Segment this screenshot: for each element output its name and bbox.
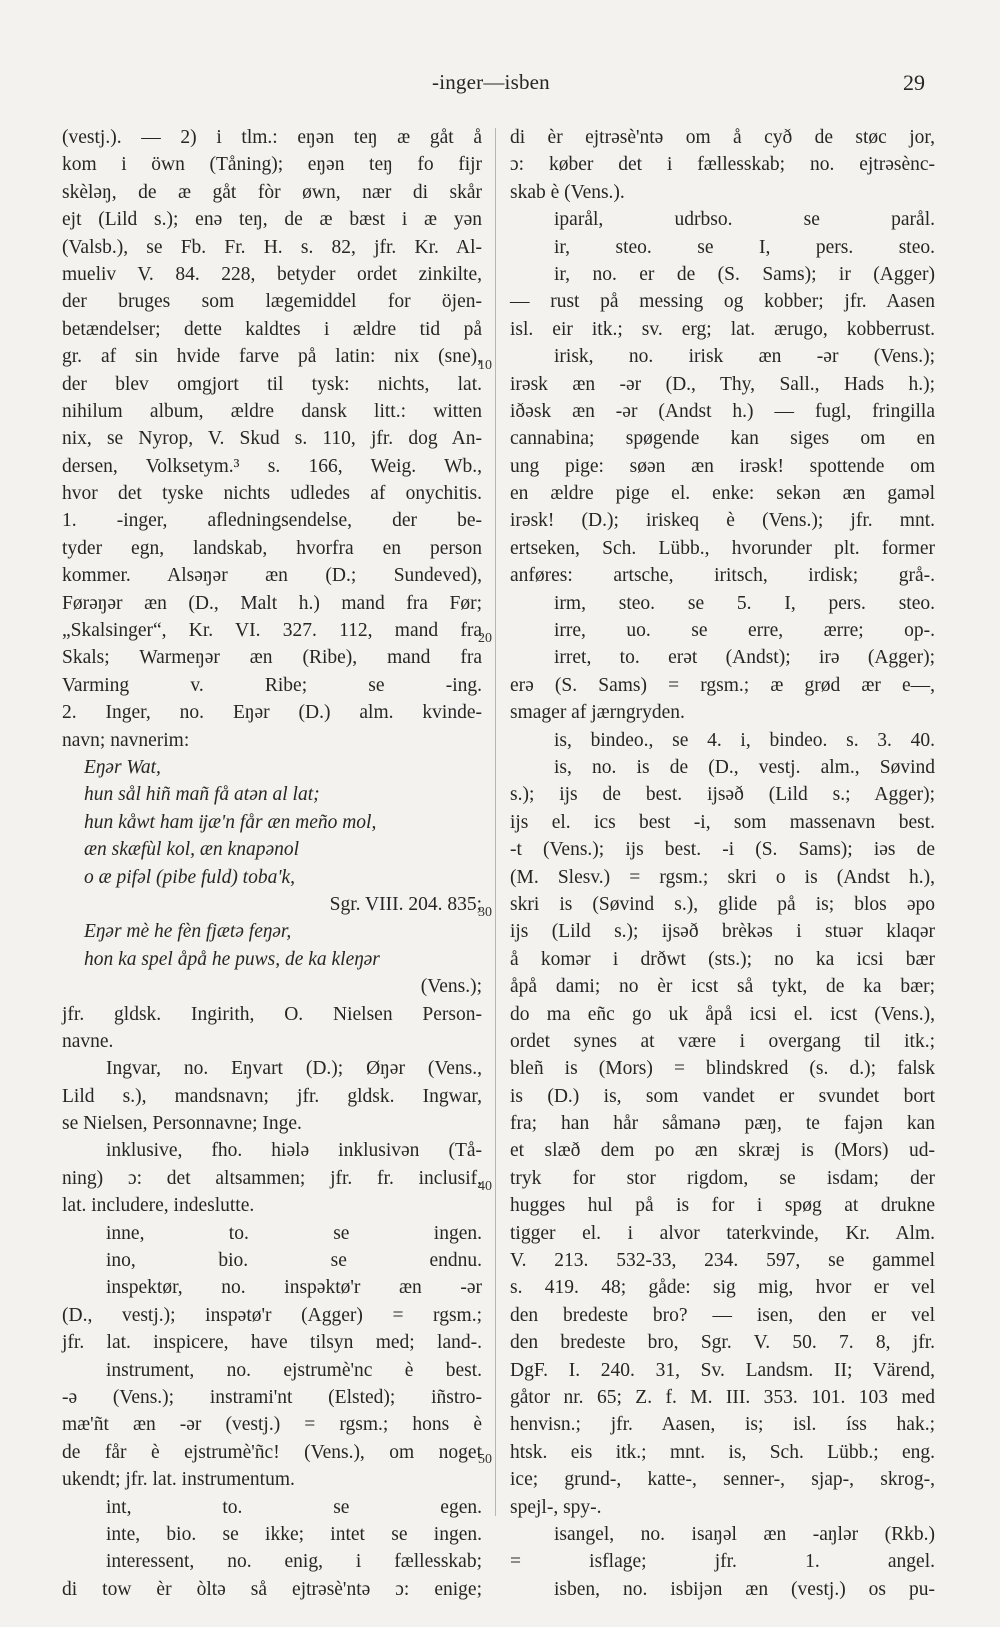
- left-column-line: -ə (Vens.); instrami'nt (Elsted); iñstro-: [62, 1386, 482, 1408]
- right-column-line: spejl-, spy-.: [510, 1496, 602, 1518]
- left-column-line: inte, bio. se ikke; intet se ingen.: [106, 1523, 482, 1545]
- left-column-line: (vestj.). — 2) i tlm.: eŋən teŋ æ gåt å: [62, 127, 482, 148]
- right-column-line: den bredeste bro? — isen, den er vel: [510, 1304, 935, 1326]
- line-number-40: 40: [478, 1179, 492, 1194]
- right-column-line: erə (S. Sams) = rgsm.; æ grød ær e—,: [510, 674, 935, 696]
- right-column-line: iðəsk æn -ər (Andst h.) — fugl, fringilla: [510, 400, 935, 422]
- left-column-line: ejt (Lild s.); enə teŋ, de æ bæst i æ yən: [62, 209, 482, 231]
- left-column-line: hvor det tyske nichts udledes af onychitis.: [62, 483, 482, 505]
- right-column-line: ɔ: køber det i fællesskab; no. ejtrəsènc-: [510, 154, 935, 176]
- right-column-line: skab è (Vens.).: [510, 181, 625, 203]
- right-column-line: bleñ is (Mors) = blindskred (s. d.); falsk: [510, 1058, 935, 1080]
- right-column-line: tigger el. i alvor taterkvinde, Kr. Alm.: [510, 1222, 935, 1244]
- left-column-line: (D., vestj.); inspətø'r (Agger) = rgsm.;: [62, 1304, 482, 1326]
- line-number-30: 30: [478, 905, 492, 920]
- right-column-line: is, bindeo., se 4. i, bindeo. s. 3. 40.: [554, 729, 935, 751]
- line-number-10: 10: [478, 358, 492, 373]
- right-column-line: skri is (Søvind s.), glide på is; blos əpo: [510, 893, 935, 915]
- right-column-line: isangel, no. isaŋəl æn -aŋlər (Rkb.): [554, 1523, 935, 1545]
- left-column-line: dersen, Volksetym.³ s. 166, Weig. Wb.,: [62, 455, 482, 477]
- right-column-line: åpå dami; no èr icst så tykt, de ka bær;: [510, 976, 935, 998]
- right-column-line: irisk, no. irisk æn -ər (Vens.);: [554, 346, 935, 368]
- left-column-line: Eŋər Wat,: [84, 756, 161, 778]
- line-number-50: 50: [478, 1452, 492, 1467]
- right-column-line: henvisn.; jfr. Aasen, is; isl. íss hak.;: [510, 1414, 935, 1436]
- left-column-line: mæ'ñt æn -ər (vestj.) = rgsm.; hons è: [62, 1414, 482, 1436]
- right-column-line: -t (Vens.); ĳs best. -i (S. Sams); iəs de: [510, 839, 935, 861]
- left-column-line: 2. Inger, no. Eŋər (D.) alm. kvinde-: [62, 702, 482, 724]
- right-column-line: iparål, udrbso. se parål.: [554, 209, 935, 231]
- right-column-line: tryk for stor rigdom, se isdam; der: [510, 1167, 935, 1189]
- right-column-line: s.); ĳs de best. ĳsəð (Lild s.; Agger);: [510, 784, 935, 806]
- right-column-line: s. 419. 48; gåde: sig mig, hvor er vel: [510, 1277, 935, 1299]
- right-column-line: isben, no. isbiјən æn (vestj.) os pu-: [554, 1578, 935, 1600]
- right-column-line: V. 213. 532-33, 234. 597, se gammel: [510, 1250, 935, 1272]
- left-column-line: kom i öwn (Tåning); eŋən teŋ fo fĳr: [62, 154, 482, 176]
- right-column-line: ice; grund-, katte-, senner-, sjap-, skrog-,: [510, 1469, 935, 1491]
- right-column-line: irəsk! (D.); iriskeq è (Vens.); jfr. mnt.: [510, 510, 935, 532]
- left-column-line: Varming v. Ribe; se -ing.: [62, 674, 482, 696]
- column-divider: [495, 128, 496, 1516]
- right-column-line: ordet synes at være i overgang til itk.;: [510, 1030, 935, 1052]
- right-column-line: DgF. I. 240. 31, Sv. Landsm. II; Värend,: [510, 1359, 935, 1381]
- left-column: [62, 124, 482, 1603]
- right-column-line: ĳs (Lild s.); ĳsəð brèkəs i stuər klaqər: [510, 921, 935, 943]
- line-number-20: 20: [478, 631, 492, 646]
- right-column-line: htsk. eis itk.; mnt. is, Sch. Lübb.; eng.: [510, 1441, 935, 1463]
- right-column-line: = isflage; jfr. 1. angel.: [510, 1551, 935, 1573]
- left-column-line: o æ pifəl (pibe fuld) toba'k,: [84, 866, 296, 888]
- left-column-line: lat. includere, indeslutte.: [62, 1195, 255, 1217]
- right-column-line: is (D.) is, som vandet er svundet bort: [510, 1085, 935, 1107]
- left-column-line: ino, bio. se endnu.: [106, 1250, 482, 1272]
- right-column-line: ĳs el. ics best -i, som massenavn best.: [510, 811, 935, 833]
- left-column-line: ukendt; jfr. lat. instrumentum.: [62, 1469, 295, 1491]
- left-column-line: navne.: [62, 1030, 114, 1052]
- right-column-line: anføres: artsche, iritsch, irdisk; grå-.: [510, 565, 935, 587]
- running-header: [0, 70, 1000, 104]
- left-column-line: (Valsb.), se Fb. Fr. H. s. 82, jfr. Kr. Al-: [62, 236, 482, 258]
- right-column-line: is, no. is de (D., vestj. alm., Søvind: [554, 756, 935, 778]
- left-column-line: ning) ɔ: det altsammen; jfr. fr. inclusif,: [62, 1167, 482, 1189]
- left-column-line: int, to. se egen.: [106, 1496, 482, 1518]
- right-column-line: irret, to. erət (Andst); irə (Agger);: [554, 647, 935, 669]
- running-head: -inger—isben: [432, 70, 550, 94]
- left-column-line: hun sål hiñ mañ få atən al lat;: [84, 784, 320, 806]
- left-column-line: hun kåwt ham ĳæ'n får æn meño mol,: [84, 811, 377, 833]
- left-column-line: nihilum album, ældre dansk litt.: witten: [62, 400, 482, 422]
- left-column-line: skèləŋ, de æ gåt fòr øwn, nær di skår: [62, 181, 482, 203]
- left-column-line: interessent, no. enig, i fællesskab;: [106, 1551, 482, 1573]
- right-column-line: fra; han hår såmanə pæŋ, te fajən kan: [510, 1113, 935, 1135]
- right-column-line: irre, uo. se erre, ærre; op-.: [554, 620, 935, 642]
- right-column-line: ertseken, Sch. Lübb., hvorunder plt. former: [510, 537, 935, 559]
- left-column-line: tyder egn, landskab, hvorfra en person: [62, 537, 482, 559]
- left-column-line: jfr. lat. inspicere, have tilsyn med; land-.: [62, 1332, 482, 1354]
- left-column-line: inne, to. se ingen.: [106, 1222, 482, 1244]
- right-column-line: cannabina; spøgende kan siges om en: [510, 428, 935, 450]
- left-column-line: 1. -inger, afledningsendelse, der be-: [62, 510, 482, 532]
- right-column-line: hugges hul på is for i spøg at drukne: [510, 1195, 935, 1217]
- right-column-line: den bredeste bro, Sgr. V. 50. 7. 8, jfr.: [510, 1332, 935, 1354]
- left-column-line: navn; navnerim:: [62, 729, 190, 751]
- left-column-line: jfr. gldsk. Ingirith, O. Nielsen Person-: [62, 1003, 482, 1025]
- left-column-line: Sgr. VIII. 204. 835;: [329, 893, 482, 915]
- left-column-line: inspektør, no. inspəktø'r æn -ər: [106, 1277, 482, 1299]
- right-column-line: en ældre pige el. enke: sekən æn gaməl: [510, 483, 935, 505]
- right-column-line: gåtor nr. 65; Z. f. M. III. 353. 101. 103 med: [510, 1386, 935, 1408]
- right-column-line: smager af jærngryden.: [510, 702, 685, 724]
- right-column-line: isl. eir itk.; sv. erg; lat. ærugo, kobberrust.: [510, 318, 935, 340]
- left-column-line: betændelser; dette kaldtes i ældre tid på: [62, 318, 482, 340]
- right-column-line: do ma eñc go uk åpå icsi el. icst (Vens.),: [510, 1003, 935, 1025]
- left-column-line: instrument, no. ejstrumè'nc è best.: [106, 1359, 482, 1381]
- left-column-line: der bruges som lægemiddel for öjen-: [62, 291, 482, 313]
- left-column-line: se Nielsen, Personnavne; Inge.: [62, 1113, 302, 1135]
- left-column-line: (Vens.);: [420, 976, 482, 998]
- right-column-line: di èr ejtrəsè'ntə om å cyð de støc jor,: [510, 127, 935, 148]
- left-column-line: Eŋər mè he fèn fjætə feŋər,: [84, 921, 292, 943]
- left-column-line: der blev omgjort til tysk: nichts, lat.: [62, 373, 482, 395]
- right-column-line: ir, steo. se I, pers. steo.: [554, 236, 935, 258]
- left-column-line: nix, se Nyrop, V. Skud s. 110, jfr. dog An-: [62, 428, 482, 450]
- right-column-line: irm, steo. se 5. I, pers. steo.: [554, 592, 935, 614]
- left-column-line: kommer. Alsəŋər æn (D.; Sundeved),: [62, 565, 482, 587]
- left-column-line: de får è ejstrumè'ñc! (Vens.), om noget: [62, 1441, 482, 1463]
- left-column-line: Førəŋər æn (D., Malt h.) mand fra Før;: [62, 592, 482, 614]
- left-column-line: inklusive, fho. hiələ inklusivən (Tå-: [106, 1140, 482, 1162]
- left-column-line: Ingvar, no. Eŋvart (D.); Øŋər (Vens.,: [106, 1058, 482, 1080]
- right-column-line: — rust på messing og kobber; jfr. Aasen: [510, 291, 935, 313]
- right-column-line: (M. Slesv.) = rgsm.; skri o is (Andst h.),: [510, 866, 935, 888]
- right-column-line: ung pige: søən æn irəsk! spottende om: [510, 455, 935, 477]
- left-column-line: hon ka spel åpå he puws, de ka kleŋər: [84, 948, 380, 970]
- left-column-line: gr. af sin hvide farve på latin: nix (sne),: [62, 346, 482, 368]
- left-column-line: „Skalsinger“, Kr. VI. 327. 112, mand fra: [62, 620, 482, 642]
- page-number: 29: [903, 70, 925, 95]
- left-column-line: mueliv V. 84. 228, betyder ordet zinkilte,: [62, 263, 482, 285]
- right-column-line: et slæð dem po æn skræj is (Mors) ud-: [510, 1140, 935, 1162]
- right-column-line: å komər i drðwt (sts.); no ka icsi bær: [510, 948, 935, 970]
- right-column-line: ir, no. er de (S. Sams); ir (Agger): [554, 263, 935, 285]
- left-column-line: Skals; Warmeŋər æn (Ribe), mand fra: [62, 647, 482, 669]
- left-column-line: di tow èr òltə så ejtrəsè'ntə ɔ: enige;: [62, 1578, 482, 1600]
- right-column: [510, 124, 935, 1603]
- right-column-line: irəsk æn -ər (D., Thy, Sall., Hads h.);: [510, 373, 935, 395]
- left-column-line: Lild s.), mandsnavn; jfr. gldsk. Ingwar,: [62, 1085, 482, 1107]
- left-column-line: æn skæfùl kol, æn knapənol: [84, 839, 300, 861]
